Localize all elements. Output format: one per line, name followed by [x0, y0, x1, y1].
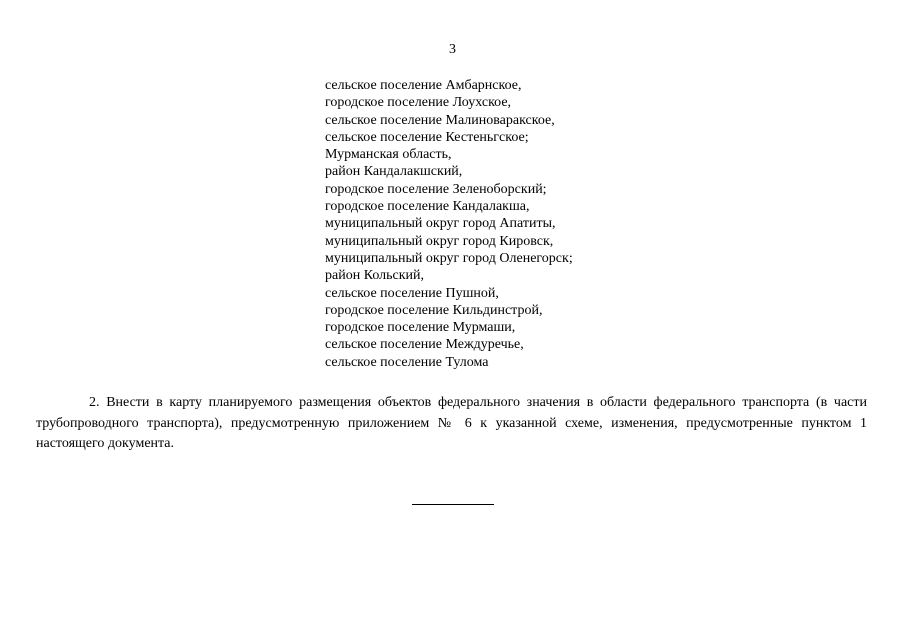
list-item: район Кольский,	[325, 268, 425, 284]
page-number: 3	[449, 42, 456, 57]
list-item: сельское поселение Амбарнское,	[325, 78, 522, 93]
end-divider	[412, 504, 494, 505]
list-item: муниципальный округ город Оленегорск;	[325, 250, 573, 266]
list-item: сельское поселение Кестеньгское;	[325, 129, 529, 145]
settlement-list	[325, 77, 573, 371]
clause-paragraph: 2. Внести в карту планируемого размещения объектов федерального значения в области федерального транспорта (в части трубопроводного транспорта), предусмотренную приложением № 6 к указанной схеме, изменения, предусмотренные пунктом 1 настоящего документа.	[36, 395, 867, 451]
list-item: муниципальный округ город Апатиты,	[325, 216, 556, 232]
list-item: сельское поселение Тулома	[325, 354, 489, 370]
list-item: городское поселение Мурмаши,	[325, 320, 516, 336]
list-item: сельское поселение Междуречье,	[325, 337, 524, 353]
list-item: сельское поселение Пушной,	[325, 285, 499, 301]
list-item: сельское поселение Малиноваракское,	[325, 112, 555, 128]
list-item: городское поселение Зеленоборский;	[325, 181, 547, 197]
list-item: район Кандалакшский,	[325, 164, 463, 180]
list-item: городское поселение Кильдинстрой,	[325, 302, 543, 318]
list-item: Мурманская область,	[325, 147, 452, 163]
list-item: муниципальный округ город Кировск,	[325, 233, 554, 249]
list-item: городское поселение Кандалакша,	[325, 199, 530, 215]
list-item: городское поселение Лоухское,	[325, 95, 512, 111]
